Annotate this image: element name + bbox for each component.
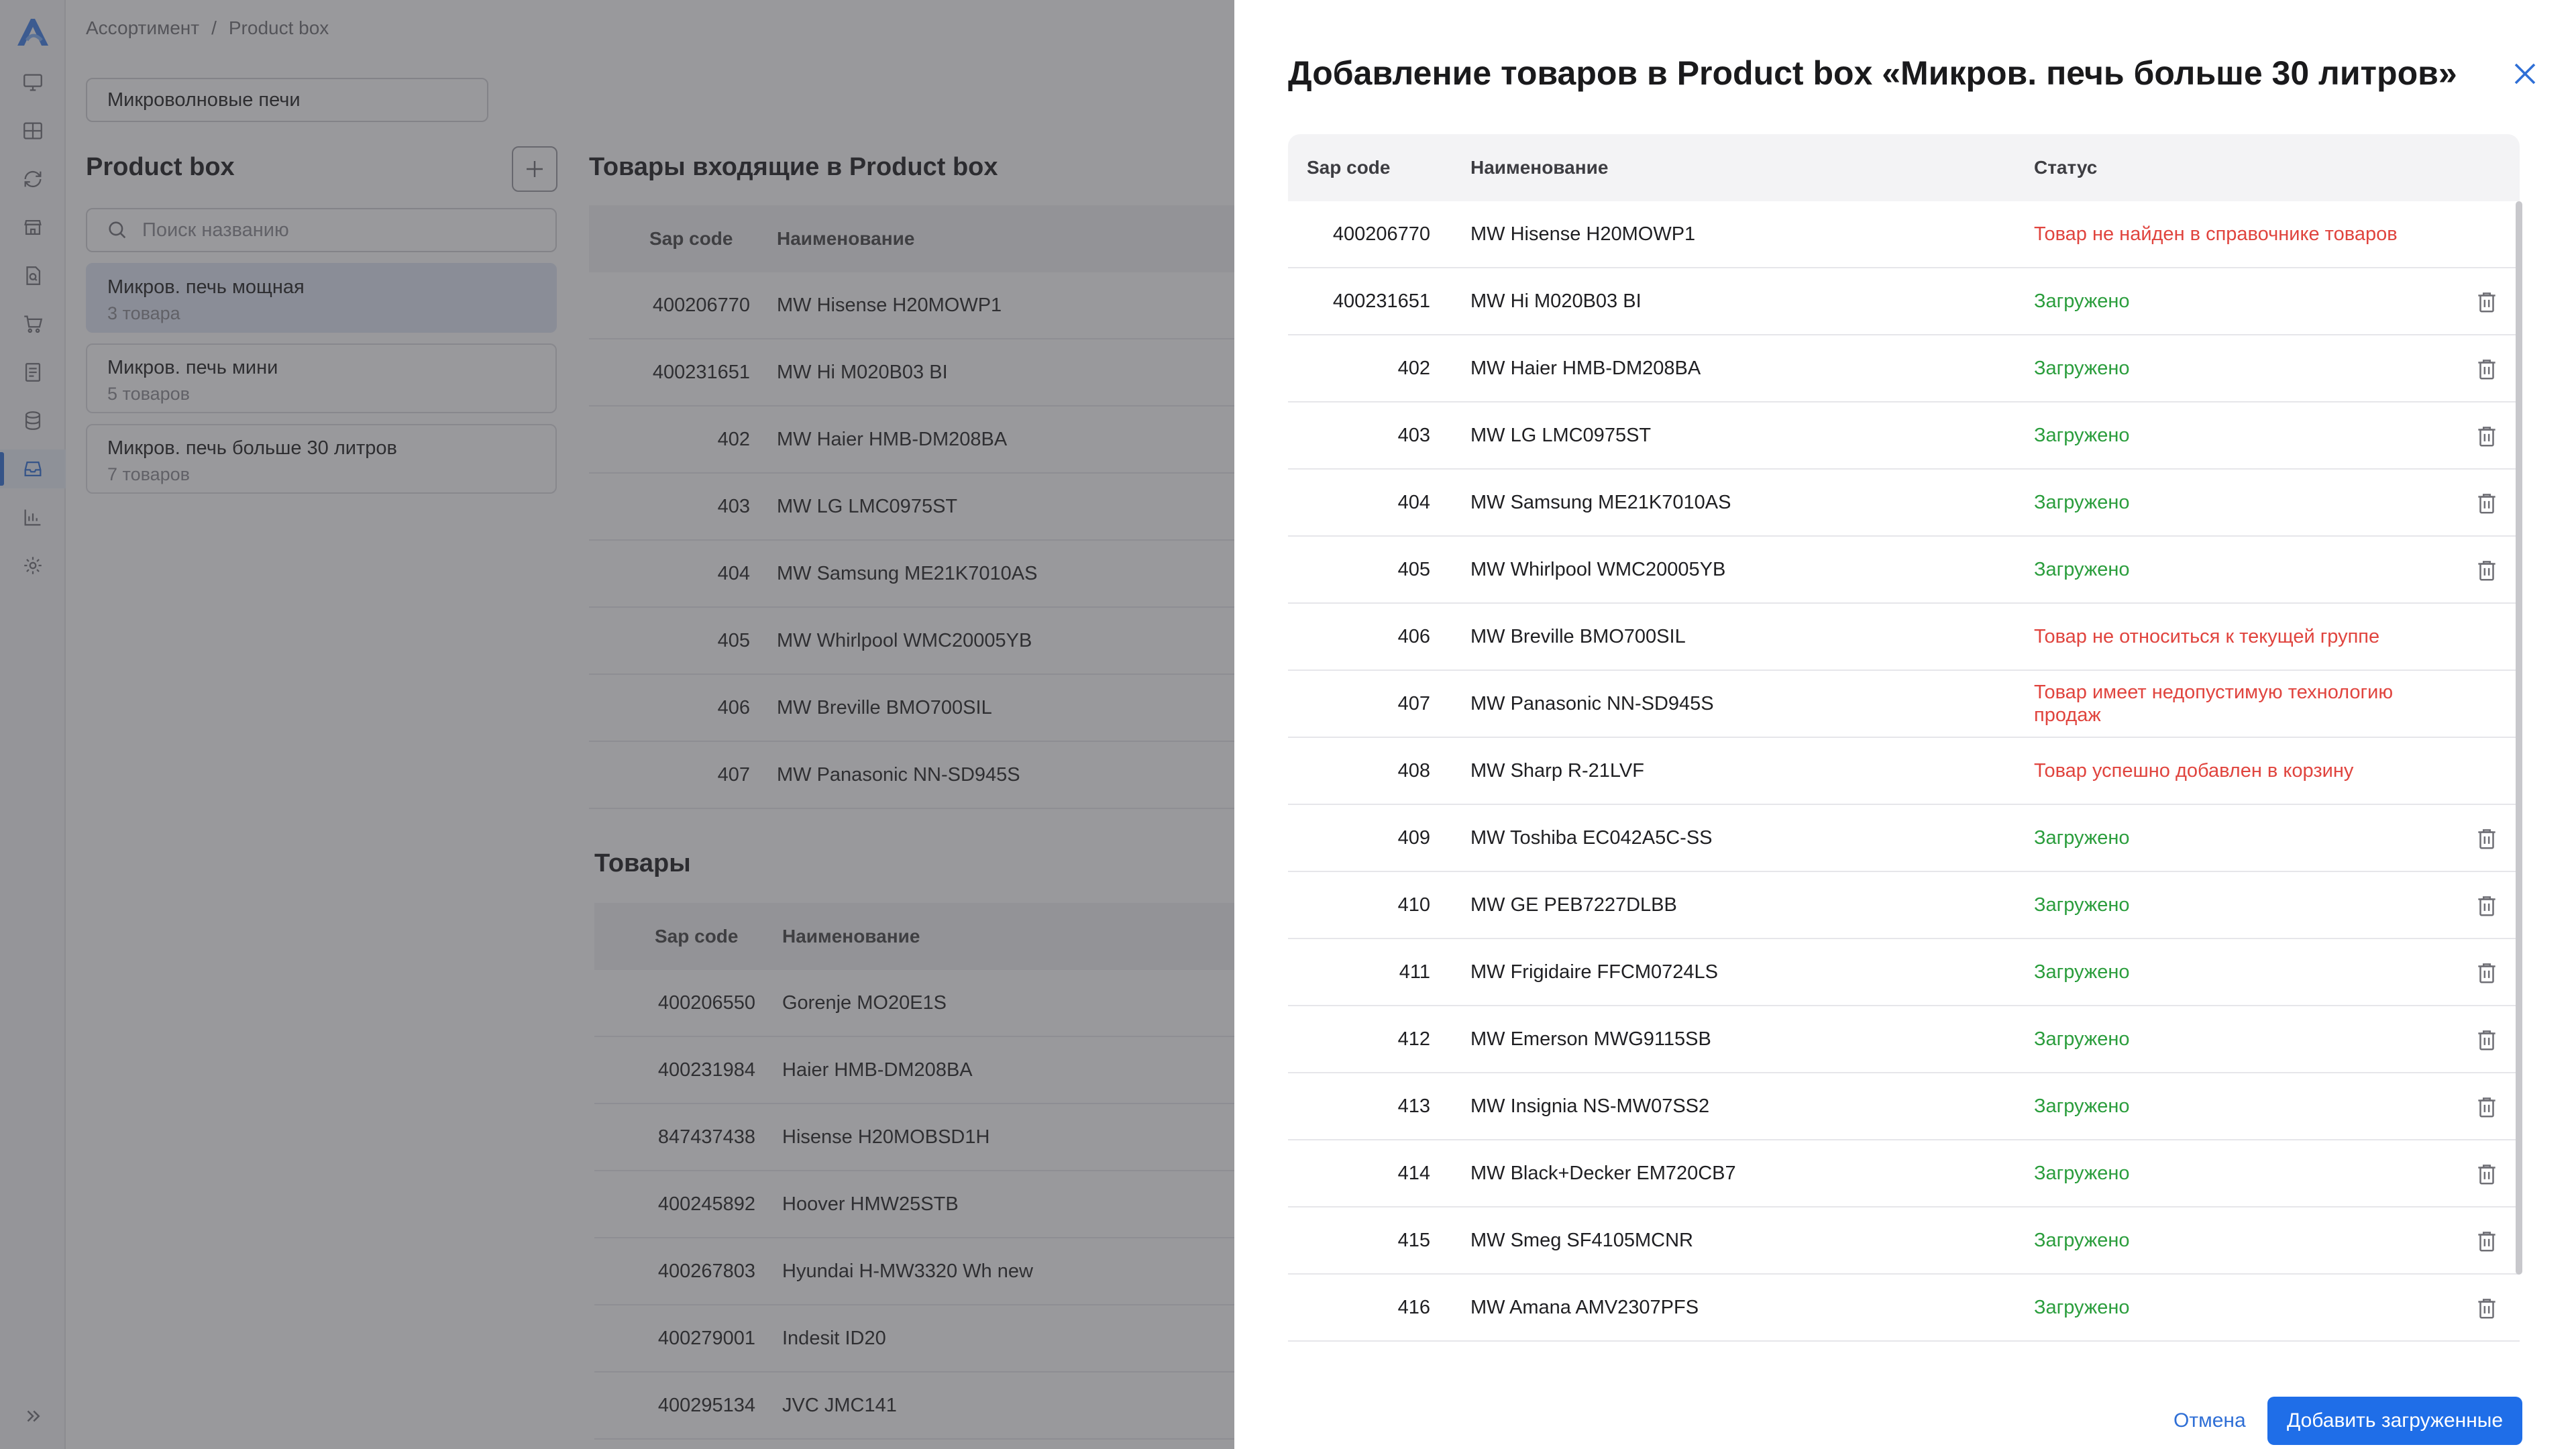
name-cell: MW Breville BMO700SIL — [1470, 625, 1686, 647]
sap-code-cell: 413 — [1397, 1095, 1430, 1117]
name-cell: MW Toshiba EC042A5C-SS — [1470, 826, 1713, 849]
name-cell: MW Black+Decker EM720CB7 — [1470, 1162, 1736, 1184]
sap-code-cell: 411 — [1399, 961, 1430, 983]
sap-code-cell: 405 — [1397, 558, 1430, 580]
status-cell: Товар не относиться к текущей группе — [2034, 626, 2380, 647]
status-cell: Товар имеет недопустимую технологию продаж — [2034, 682, 2394, 726]
trash-icon[interactable] — [2474, 825, 2500, 852]
name-cell: MW Frigidaire FFCM0724LS — [1470, 961, 1719, 983]
name-cell: MW Hi M020B03 BI — [1470, 290, 1642, 312]
name-cell: MW GE PEB7227DLBB — [1470, 894, 1677, 916]
trash-icon[interactable] — [2474, 959, 2500, 986]
table-row — [1288, 1275, 2520, 1342]
close-icon[interactable] — [2509, 58, 2541, 90]
column-header-status[interactable]: Статус — [2034, 157, 2098, 178]
status-cell: Загружено — [2034, 1028, 2130, 1050]
status-cell: Загружено — [2034, 358, 2130, 379]
sap-code-cell: 414 — [1397, 1162, 1430, 1184]
table-row — [1288, 201, 2520, 268]
cancel-button[interactable]: Отмена — [2155, 1397, 2265, 1445]
name-cell: MW Hisense H20MOWP1 — [1470, 223, 1696, 245]
column-header-sap[interactable]: Sap code — [1307, 157, 1391, 178]
sap-code-cell: 400231651 — [1332, 290, 1430, 312]
name-cell: MW Sharp R-21LVF — [1470, 759, 1644, 782]
table-row — [1288, 939, 2520, 1006]
status-cell: Загружено — [2034, 1163, 2130, 1184]
sap-code-cell: 404 — [1397, 491, 1430, 513]
table-row — [1288, 604, 2520, 671]
trash-icon[interactable] — [2474, 1093, 2500, 1120]
modal-overlay[interactable] — [0, 0, 1234, 1449]
sap-code-cell: 409 — [1397, 826, 1430, 849]
sap-code-cell: 400206770 — [1332, 223, 1430, 245]
upload-results-table — [1288, 134, 2520, 1359]
table-row — [1288, 537, 2520, 604]
trash-icon[interactable] — [2474, 423, 2500, 449]
sap-code-cell: 415 — [1397, 1229, 1430, 1251]
trash-icon[interactable] — [2474, 288, 2500, 315]
table-row — [1288, 738, 2520, 805]
status-cell: Загружено — [2034, 559, 2130, 580]
drawer-rows — [1288, 201, 2520, 1342]
sap-code-cell: 402 — [1397, 357, 1430, 379]
sap-code-cell: 412 — [1397, 1028, 1430, 1050]
status-cell: Товар успешно добавлен в корзину — [2034, 760, 2354, 782]
add-products-drawer — [1234, 0, 2576, 1449]
name-cell: MW Samsung ME21K7010AS — [1470, 491, 1731, 513]
name-cell: MW LG LMC0975ST — [1470, 424, 1652, 446]
trash-icon[interactable] — [2474, 557, 2500, 584]
name-cell: MW Haier HMB-DM208BA — [1470, 357, 1701, 379]
column-header-name[interactable]: Наименование — [1470, 157, 1609, 178]
trash-icon[interactable] — [2474, 1161, 2500, 1187]
table-row — [1288, 1073, 2520, 1140]
sap-code-cell: 410 — [1397, 894, 1430, 916]
status-cell: Загружено — [2034, 492, 2130, 513]
trash-icon[interactable] — [2474, 892, 2500, 919]
table-row — [1288, 402, 2520, 470]
status-cell: Загружено — [2034, 290, 2130, 312]
drawer-title: Добавление товаров в Product box «Микров. печь больше 30 литров» — [1288, 54, 2457, 92]
status-cell: Загружено — [2034, 1095, 2130, 1117]
add-loaded-button[interactable]: Добавить загруженные — [2267, 1397, 2522, 1445]
status-cell: Загружено — [2034, 425, 2130, 446]
status-cell: Загружено — [2034, 1230, 2130, 1251]
table-row — [1288, 1006, 2520, 1073]
sap-code-cell: 406 — [1397, 625, 1430, 647]
name-cell: MW Insignia NS-MW07SS2 — [1470, 1095, 1710, 1117]
sap-code-cell: 416 — [1397, 1296, 1430, 1318]
trash-icon[interactable] — [2474, 1026, 2500, 1053]
trash-icon[interactable] — [2474, 490, 2500, 517]
status-cell: Товар не найден в справочнике товаров — [2034, 223, 2398, 245]
name-cell: MW Panasonic NN-SD945S — [1470, 692, 1714, 714]
sap-code-cell: 407 — [1397, 692, 1430, 714]
status-cell: Загружено — [2034, 894, 2130, 916]
table-row — [1288, 805, 2520, 872]
name-cell: MW Emerson MWG9115SB — [1470, 1028, 1711, 1050]
table-row — [1288, 1208, 2520, 1275]
trash-icon[interactable] — [2474, 1228, 2500, 1254]
drawer-scrollbar[interactable] — [2516, 201, 2522, 1275]
sap-code-cell: 408 — [1397, 759, 1430, 782]
table-header — [1288, 134, 2520, 201]
sap-code-cell: 403 — [1397, 424, 1430, 446]
name-cell: MW Smeg SF4105MCNR — [1470, 1229, 1693, 1251]
table-row — [1288, 872, 2520, 939]
table-row — [1288, 268, 2520, 335]
table-row — [1288, 671, 2520, 738]
status-cell: Загружено — [2034, 1297, 2130, 1318]
drawer-footer — [1234, 1359, 2576, 1449]
name-cell: MW Amana AMV2307PFS — [1470, 1296, 1699, 1318]
table-row — [1288, 335, 2520, 402]
trash-icon[interactable] — [2474, 1295, 2500, 1322]
trash-icon[interactable] — [2474, 356, 2500, 382]
name-cell: MW Whirlpool WMC20005YB — [1470, 558, 1726, 580]
table-row — [1288, 1140, 2520, 1208]
status-cell: Загружено — [2034, 827, 2130, 849]
table-row — [1288, 470, 2520, 537]
status-cell: Загружено — [2034, 961, 2130, 983]
